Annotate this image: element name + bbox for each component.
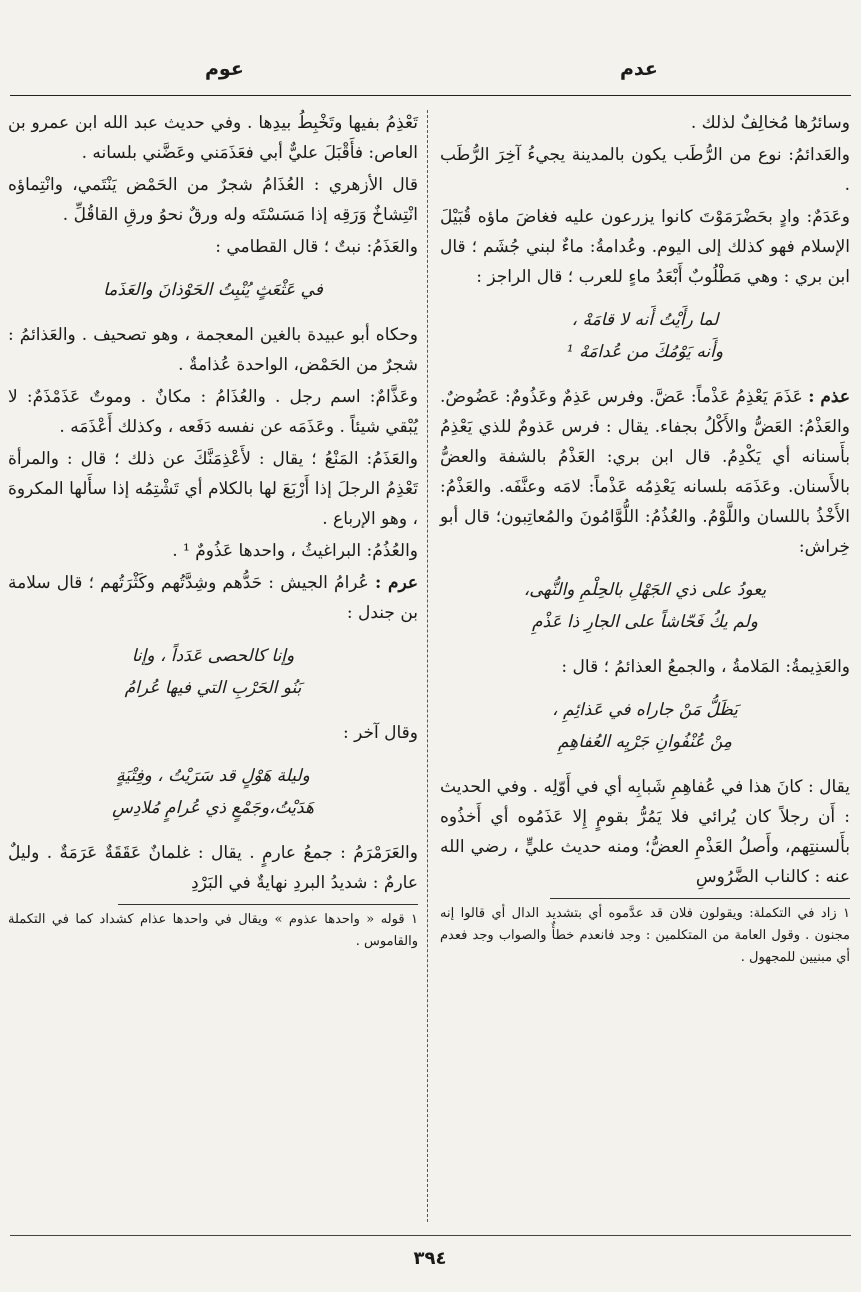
verse-line: وإنا كالحصى عَدَداً ، وإنا [131, 646, 295, 666]
paragraph: يقال : كانَ هذا في عُفاهِمِ شَبابِه أي في أَوّلِه . وفي الحديث : أَن رجلاً كان يُرائي فلا يَمُرُّ بقومٍ إِلا عَذَمُوه أي أَخذُوه بأَلسنتِهم، وأَصلُ العَذْمِ العضُّ؛ ومنه حديث عليٍّ ، رضي الله عنه : كالناب الضَّرُوسِ [440, 777, 850, 887]
verse-line: في عَثْعَثٍ يُنْبِتُ الحَوْذانَ والعَذَما [103, 280, 323, 300]
verse [8, 274, 418, 306]
footnote-rule [550, 898, 850, 899]
verse-line: بَنُو الحَرْبِ التي فيها عُرامُ [124, 678, 302, 698]
footnote: ١ زاد في التكملة: ويقولون فلان قد عدَّموه أي بتشديد الدال أي قالوا إنه مجنون . وقول العامة من المتكلمين : وجد فانعدم خطأٌ والصواب وجد فعدم أي مبنيين للمجهول . [440, 906, 850, 965]
verse-line: وأَنه يَوْمُكَ من عُدامَهْ ¹ [566, 342, 724, 362]
paragraph: وقال آخر : [342, 723, 418, 743]
entry-text: عَذَمَ يَعْذِمُ عَذْماً: عَضَّ. وفرس عَذِمٌ وعَذُومٌ: عَضُوضٌ. والعَذْمُ: العَضُّ والأَكْلُ بجفاء. يقال : فرس عَذومٌ للذي يَعْذِمُ بأَسنانه أي يَكْدِمُ. قال ابن بري: العَذْمُ بالشفة والعضُّ بالأَسنان. وعَذَمَه بلسانه يَعْذِمُه عَذْماً: لامَه وعنَّفَه. والعَذْمُ: الأَخْذُ باللسان واللَّوْمُ. والعُذُمُ: اللُّوَّامُونَ والمُعاتِبون؛ قال أبو خِراش: [440, 387, 850, 557]
footnote-rule [118, 904, 418, 905]
entry-paragraph [8, 568, 418, 628]
verse [440, 574, 850, 638]
verse-line: لما رأَيْتُ أَنه لا قامَهْ ، [571, 310, 719, 330]
paragraph: وسائرُها مُخالِفٌ لذلك . [690, 113, 850, 133]
paragraph: والعُذُمُ: البراغيثُ ، واحدها عَذُومٌ ¹ . [172, 541, 418, 561]
paragraph: والعَرَمْرَمُ : جمعُ عارمٍ . يقال : غلمانٌ عَقَقَةٌ عَرَمَةٌ . وليلٌ عارمٌ : شديدُ البردِ نهايةٌ في البَرْدِ [8, 843, 418, 893]
paragraph: والعَذَمُ: نبتٌ ؛ قال القطامي : [215, 237, 418, 257]
left-column [8, 108, 418, 955]
verse-line: هَدَيْتُ،وجَمْعٍ ذي عُرامٍ مُلادِسِ [112, 798, 314, 818]
verse-line: يعودُ على ذي الجَهْلِ بالحِلْمِ والنُّهى، [523, 580, 767, 600]
right-column [440, 108, 850, 971]
header-rule [10, 95, 851, 96]
paragraph: تَعْذِمُ بفيها وتَخْبِطُ بيدِها . وفي حديث عبد الله ابن عمرو بن العاص: فأَقْبَلَ عليٌّ أبي فعَذَمَني وعَضَّني بلسانه . [8, 113, 418, 163]
paragraph: وعَدَمٌ: وادٍ بحَضْرَمَوْتَ كانوا يزرعون عليه فغاضَ ماؤه قُبَيْلَ الإسلام فهو كذلك إلى اليوم. وعُدامةُ: ماءٌ لبني جُشَم ؛ قال ابن بري : وهي مَطْلُوبٌ أَبْعَدُ ماءٍ للعرب ؛ قال الراجز : [440, 207, 850, 287]
entry-headword: عذم : [808, 387, 850, 407]
verse [8, 640, 418, 704]
verse-line: مِنْ عُنْفُوانِ جَرْيِه العُفاهِمِ [557, 732, 733, 752]
paragraph: وعَذَّامٌ: اسم رجل . والعُذَامُ : مكانٌ . وموتٌ عَذَمْذَمٌ: لا يُبْقي شيئاً . وعَذَمَه عن نفسه دَفَعه ، وكذلك أَعْذَمَه . [8, 387, 418, 437]
paragraph: قال الأزهري : العُذَامُ شجرٌ من الحَمْض يَنْتَمي، وانْتِماؤه انْتِشاخٌ وَرَقِه إذا مَسَسْتَه وله ورقٌ نحوُ ورقِ القاقُلِّ . [8, 175, 418, 225]
verse-line: وليلة هَوْلٍ قد سَرَيْتُ ، وفِتْيَةٍ [116, 766, 310, 786]
verse [8, 760, 418, 824]
entry-paragraph [440, 382, 850, 562]
column-divider [427, 110, 428, 1222]
paragraph: وحكاه أبو عبيدة بالغين المعجمة ، وهو تصحيف . والعَذائمُ : شجرٌ من الحَمْض، الواحدة عُذامةٌ . [8, 325, 418, 375]
paragraph: والعَدائمُ: نوع من الرُّطَب يكون بالمدينة يجيءُ آخِرَ الرُّطَب . [440, 145, 850, 195]
paragraph: والعَذَمُ: المَنْعُ ؛ يقال : لأَعْذِمَنَّكَ عن ذلك ؛ قال : والمرأة تَعْذِمُ الرجلَ إذا أَرْبَعَ لها بالكلام أي تَشْتِمُه إذا سأَلها المكروهَ ، وهو الإرباع . [8, 449, 418, 529]
verse-line: يَظَلُّ مَنْ جاراه في عَذائِمِ ، [552, 700, 738, 720]
footnote: ١ قوله « واحدها عذوم » ويقال في واحدها عذام كشداد كما في التكملة والقاموس . [8, 912, 418, 949]
verse [440, 304, 850, 368]
entry-headword: عرم : [375, 573, 419, 593]
verse [440, 694, 850, 758]
verse-line: ولم يكُ فَحّاشاً على الجارِ ذا عَذْمِ [532, 612, 758, 632]
entry-text: عُرامُ الجيش : حَدُّهم وشِدَّتُهم وكَثْرَتُهم ؛ قال سلامة بن جندل : [8, 573, 418, 623]
paragraph: والعَذِيمةُ: المَلامةُ ، والجمعُ العذائمُ ؛ قال : [561, 657, 850, 677]
header-word-left: عوم [205, 58, 244, 80]
page-number: ٣٩٤ [413, 1248, 447, 1269]
footer-rule [10, 1235, 851, 1236]
header-word-right: عدم [620, 58, 658, 80]
